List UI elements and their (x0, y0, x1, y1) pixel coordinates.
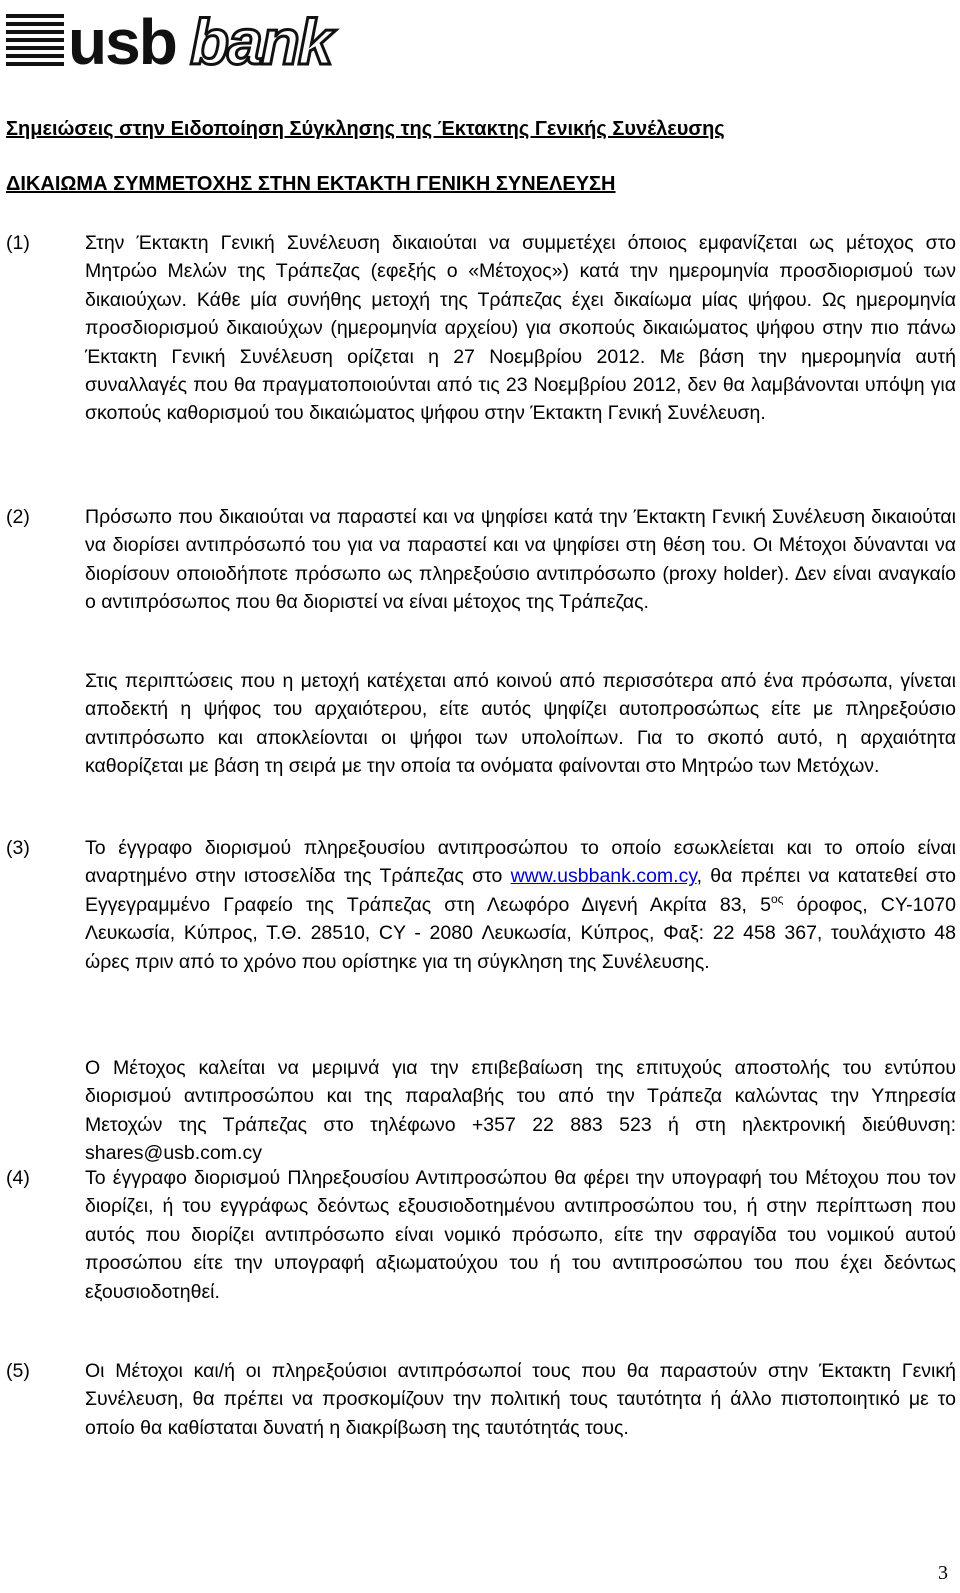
logo-wordmark-bank: bank (190, 8, 332, 68)
usbbank-logo (6, 8, 446, 68)
note-paragraph: Στην Έκτακτη Γενική Συνέλευση δικαιούται να συμμετέχει όποιος εμφανίζεται ως μέτοχος στο Μητρώο Μελών της Τράπεζας (εφεξής ο «Μέτοχος») κατά την ημερομηνία προσδιορισμού των δικαιούχων. Κάθε μία συνήθης μετοχή της Τράπεζας έχει δικαίωμα μίας ψήφου. Ως ημερομηνία προσδιορισμού δικαιούχων (ημερομηνία αρχείου) για σκοπούς δικαιώματος ψήφου στην πιο πάνω Έκτακτη Γενική Συνέλευση ορίζεται η 27 Νοεμβρίου 2012. Με βάση την ημερομηνία αυτή συναλλαγές που θα πραγματοποιούνται από τις 23 Νοεμβρίου 2012, δεν θα λαμβάνονται υπόψη για σκοπούς καθορισμού του δικαιώματος ψήφου στην Έκτακτη Γενική Συνέλευση. (85, 232, 956, 425)
website-link[interactable]: www.usbbank.com.cy (510, 865, 697, 888)
note-paragraph (85, 834, 956, 976)
logo-wordmark-usb: usb (68, 8, 176, 68)
ordinal-superscript: ος (770, 891, 784, 906)
note-number: (4) (6, 1167, 30, 1189)
note-paragraph-secondary: Στις περιπτώσεις που η μετοχή κατέχεται από κοινού από περισσότερα από ένα πρόσωπα, γίνεται αποδεκτή η ψήφος του αρχαιότερου, είτε αυτός ψηφίζει αυτοπροσώπως είτε με πληρεξούσιο αντιπρόσωπο και αποκλείονται οι ψήφοι των υπολοίπων. Για το σκοπό αυτό, η αρχαιότητα καθορίζεται με βάση τη σειρά με την οποία τα ονόματα φαίνονται στο Μητρώο των Μετόχων. (85, 670, 956, 778)
section-heading: ΔΙΚΑΙΩΜΑ ΣΥΜΜΕΤΟΧΗΣ ΣΤΗΝ ΕΚΤΑΚΤΗ ΓΕΝΙΚΗ ΣΥΝΕΛΕΥΣΗ (6, 173, 616, 195)
note-number: (2) (6, 506, 30, 528)
page-title: Σημειώσεις στην Ειδοποίηση Σύγκλησης της Έκτακτης Γενικής Συνέλευσης (6, 118, 725, 140)
note-text-part: , θα πρέπει να κατατεθεί στο Εγγεγραμμένο Γραφείο της Τράπεζας στη Λεωφόρο Διγενή Ακρίτα 83, 5 (85, 865, 956, 916)
usbbank-logo-graphic (6, 8, 446, 68)
note-paragraph-secondary: Ο Μέτοχος καλείται να μεριμνά για την επιβεβαίωση της επιτυχούς αποστολής του εντύπου διορισμού αντιπροσώπου και της παραλαβής του από την Τράπεζα καλώντας την Υπηρεσία Μετοχών της Τράπεζας στο τηλέφωνο +357 22 883 523 ή στη ηλεκτρονική διεύθυνση: shares@usb.com.cy (85, 1057, 956, 1165)
note-paragraph: Το έγγραφο διορισμού Πληρεξουσίου Αντιπροσώπου θα φέρει την υπογραφή του Μέτοχου που τον διορίζει, ή του εγγράφως δεόντως εξουσιοδοτημένου αντιπροσώπου του, ή στην περίπτωση που αυτός που διορίζει αντιπρόσωπο είναι νομικό πρόσωπο, είτε την σφραγίδα του νομικού αυτού προσώπου είτε την υπογραφή αξιωματούχου του ή του αντιπροσώπου του που έχει δεόντως εξουσιοδοτηθεί. (85, 1167, 956, 1303)
note-paragraph: Οι Μέτοχοι και/ή οι πληρεξούσιοι αντιπρόσωποί τους που θα παραστούν στην Έκτακτη Γενική Συνέλευση, θα πρέπει να προσκομίζουν την πολιτική τους ταυτότητα ή άλλο πιστοποιητικό με το οποίο θα καθίσταται δυνατή η διακρίβωση της ταυτότητάς τους. (85, 1360, 956, 1439)
note-number: (5) (6, 1360, 30, 1382)
note-text-part: όροφος, CY-1070 Λευκωσία, Κύπρος, Τ.Θ. 28510, CY - 2080 Λευκωσία, Κύπρος, Φαξ: 22 458 367, τουλάχιστο 48 ώρες πριν από το χρόνο που ορίστηκε για τη σύγκληση της Συνέλευσης. (85, 893, 956, 973)
note-number: (3) (6, 837, 30, 859)
note-paragraph: Πρόσωπο που δικαιούται να παραστεί και να ψηφίσει κατά την Έκτακτη Γενική Συνέλευση δικαιούται να διορίσει αντιπρόσωπό του για να παραστεί και να ψηφίσει στη θέση του. Οι Μέτοχοι δύνανται να διορίσουν οποιοδήποτε πρόσωπο ως πληρεξούσιο αντιπρόσωπο (proxy holder). Δεν είναι αναγκαίο ο αντιπρόσωπος που θα διοριστεί να είναι μέτοχος της Τράπεζας. (85, 506, 956, 614)
note-text-part: Το έγγραφο διορισμού πληρεξουσίου αντιπροσώπου το οποίο εσωκλείεται και το οποίο είναι αναρτημένο στην ιστοσελίδα της Τράπεζας στο (85, 837, 956, 888)
page-number: 3 (938, 1562, 948, 1584)
note-number: (1) (6, 232, 30, 254)
